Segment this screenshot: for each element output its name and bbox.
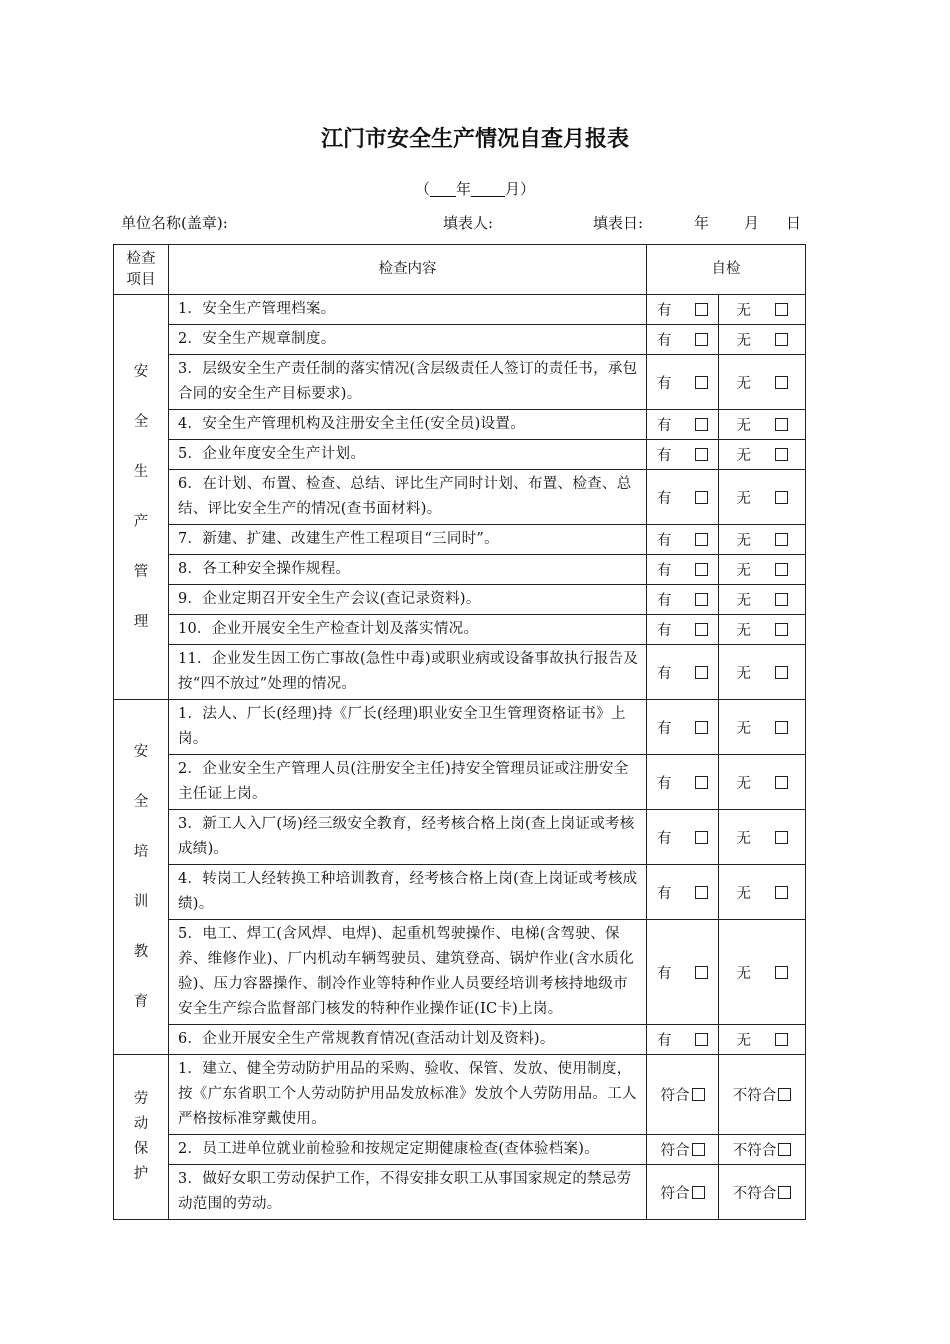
no-option[interactable] <box>719 325 806 355</box>
option-label: 不符合 <box>732 1088 777 1104</box>
check-item: 1．建立、健全劳动防护用品的采购、验收、保管、发放、使用制度，按《广东省职工个人劳动防护用品发放标准》发放个人劳防用品。工人严格按标准穿戴使用。 <box>169 1055 647 1135</box>
category-cell <box>114 295 169 700</box>
not-comply-option[interactable] <box>719 1165 806 1220</box>
check-item: 3．做好女职工劳动保护工作，不得安排女职工从事国家规定的禁忌劳动范围的劳动。 <box>169 1165 647 1220</box>
checkbox-icon[interactable] <box>775 721 788 734</box>
category-char: 劳 <box>133 1091 149 1107</box>
option-label: 有 <box>657 533 672 549</box>
no-option[interactable] <box>719 295 806 325</box>
checkbox-icon[interactable] <box>695 831 708 844</box>
checkbox-icon[interactable] <box>695 666 708 679</box>
yes-option[interactable] <box>647 865 719 920</box>
category-char: 安 <box>133 744 149 760</box>
no-option[interactable] <box>719 470 806 525</box>
table-header-row <box>114 245 806 295</box>
no-option[interactable] <box>719 645 806 700</box>
option-label: 无 <box>736 448 751 464</box>
option-label: 有 <box>657 720 672 737</box>
no-option[interactable] <box>719 585 806 615</box>
option-label: 有 <box>657 885 672 902</box>
no-option[interactable] <box>719 555 806 585</box>
year-blank[interactable] <box>430 182 456 197</box>
checkbox-icon[interactable] <box>778 1186 791 1199</box>
option-label: 有 <box>657 303 672 319</box>
checkbox-icon[interactable] <box>695 1033 708 1046</box>
option-label: 有 <box>657 965 672 982</box>
table-row <box>114 755 806 810</box>
option-label: 符合 <box>660 1143 690 1159</box>
yes-option[interactable] <box>647 585 719 615</box>
option-label: 无 <box>736 720 751 737</box>
option-label: 无 <box>736 830 751 847</box>
category-cell <box>114 700 169 1055</box>
option-label: 无 <box>736 418 751 434</box>
header-category: 检查项目 <box>114 245 169 295</box>
no-option[interactable] <box>719 755 806 810</box>
yes-option[interactable] <box>647 755 719 810</box>
option-label: 有 <box>657 418 672 434</box>
yes-option[interactable] <box>647 525 719 555</box>
category-char: 培 <box>133 844 149 860</box>
no-option[interactable] <box>719 410 806 440</box>
page-title: 江门市安全生产情况自查月报表 <box>320 127 629 152</box>
check-item: 2．企业安全生产管理人员(注册安全主任)持安全管理员证或注册安全主任证上岗。 <box>169 755 647 810</box>
fill-date-label: 填表日: <box>593 214 644 232</box>
check-item: 8．各工种安全操作规程。 <box>169 555 647 585</box>
checkbox-icon[interactable] <box>695 593 708 606</box>
filler-label: 填表人: <box>443 214 494 232</box>
checkbox-icon[interactable] <box>695 418 708 431</box>
yes-option[interactable] <box>647 440 719 470</box>
table-row <box>114 325 806 355</box>
option-label: 无 <box>736 303 751 319</box>
month-blank[interactable] <box>471 182 505 197</box>
checkbox-icon[interactable] <box>695 491 708 504</box>
table-row <box>114 1055 806 1135</box>
category-char: 护 <box>133 1166 149 1182</box>
option-label: 有 <box>657 830 672 847</box>
checkbox-icon[interactable] <box>775 776 788 789</box>
yes-option[interactable] <box>647 615 719 645</box>
option-label: 有 <box>657 775 672 792</box>
checkbox-icon[interactable] <box>692 1186 705 1199</box>
checkbox-icon[interactable] <box>775 831 788 844</box>
option-label: 有 <box>657 375 672 392</box>
table-row <box>114 355 806 410</box>
check-item: 7．新建、扩建、改建生产性工程项目“三同时”。 <box>169 525 647 555</box>
option-label: 有 <box>657 563 672 579</box>
category-char: 生 <box>133 464 149 480</box>
category-char: 理 <box>133 614 149 630</box>
check-item: 5．企业年度安全生产计划。 <box>169 440 647 470</box>
table-row <box>114 810 806 865</box>
fill-date-year: 年 <box>694 214 710 232</box>
unit-name-label: 单位名称(盖章): <box>121 214 228 232</box>
option-label: 无 <box>736 563 751 579</box>
checkbox-icon[interactable] <box>775 886 788 899</box>
table-row <box>114 525 806 555</box>
check-item: 11．企业发生因工伤亡事故(急性中毒)或职业病或设备事故执行报告及按“四不放过”处理的情况。 <box>169 645 647 700</box>
no-option[interactable] <box>719 865 806 920</box>
checkbox-icon[interactable] <box>692 1088 705 1101</box>
checkbox-icon[interactable] <box>692 1143 705 1156</box>
no-option[interactable] <box>719 920 806 1025</box>
checkbox-icon[interactable] <box>775 491 788 504</box>
check-item: 6．企业开展安全生产常规教育情况(查活动计划及资料)。 <box>169 1025 647 1055</box>
period-close: ） <box>520 180 536 198</box>
table-body <box>114 295 806 1220</box>
table-row <box>114 920 806 1025</box>
option-label: 无 <box>736 775 751 792</box>
comply-option[interactable] <box>647 1055 719 1135</box>
checkbox-icon[interactable] <box>695 376 708 389</box>
fill-date-month: 月 <box>744 214 760 232</box>
self-check-table <box>113 244 806 1220</box>
check-item: 1．安全生产管理档案。 <box>169 295 647 325</box>
yes-option[interactable] <box>647 810 719 865</box>
table-row <box>114 295 806 325</box>
checkbox-icon[interactable] <box>695 966 708 979</box>
table-row <box>114 440 806 470</box>
check-item: 10．企业开展安全生产检查计划及落实情况。 <box>169 615 647 645</box>
table-row <box>114 1025 806 1055</box>
checkbox-icon[interactable] <box>775 333 788 346</box>
option-label: 有 <box>657 593 672 609</box>
option-label: 有 <box>657 490 672 507</box>
comply-option[interactable] <box>647 1165 719 1220</box>
option-label: 符合 <box>660 1088 690 1104</box>
table-row <box>114 555 806 585</box>
no-option[interactable] <box>719 810 806 865</box>
category-char: 育 <box>133 994 149 1010</box>
checkbox-icon[interactable] <box>695 623 708 636</box>
table-row <box>114 645 806 700</box>
period-year: 年 <box>455 180 471 198</box>
period-open: （ <box>414 180 430 198</box>
option-label: 有 <box>657 333 672 349</box>
checkbox-icon[interactable] <box>778 1143 791 1156</box>
check-item: 9．企业定期召开安全生产会议(查记录资料)。 <box>169 585 647 615</box>
option-label: 无 <box>736 885 751 902</box>
checkbox-icon[interactable] <box>695 563 708 576</box>
checkbox-icon[interactable] <box>775 1033 788 1046</box>
option-label: 无 <box>736 965 751 982</box>
option-label: 不符合 <box>732 1143 777 1159</box>
yes-option[interactable] <box>647 410 719 440</box>
checkbox-icon[interactable] <box>775 533 788 546</box>
category-char: 管 <box>133 564 149 580</box>
check-item: 3．新工人入厂(场)经三级安全教育，经考核合格上岗(查上岗证或考核成绩)。 <box>169 810 647 865</box>
no-option[interactable] <box>719 525 806 555</box>
no-option[interactable] <box>719 700 806 755</box>
no-option[interactable] <box>719 615 806 645</box>
checkbox-icon[interactable] <box>695 533 708 546</box>
table-row <box>114 700 806 755</box>
table-row <box>114 1165 806 1220</box>
option-label: 无 <box>736 593 751 609</box>
option-label: 有 <box>657 623 672 639</box>
check-item: 2．安全生产规章制度。 <box>169 325 647 355</box>
yes-option[interactable] <box>647 700 719 755</box>
checkbox-icon[interactable] <box>775 376 788 389</box>
checkbox-icon[interactable] <box>778 1088 791 1101</box>
category-char: 产 <box>133 514 149 530</box>
checkbox-icon[interactable] <box>775 563 788 576</box>
checkbox-icon[interactable] <box>695 303 708 316</box>
option-label: 不符合 <box>732 1185 777 1202</box>
fill-date-day: 日 <box>786 214 802 232</box>
yes-option[interactable] <box>647 470 719 525</box>
option-label: 无 <box>736 533 751 549</box>
option-label: 有 <box>657 448 672 464</box>
no-option[interactable] <box>719 440 806 470</box>
yes-option[interactable] <box>647 645 719 700</box>
category-char: 训 <box>133 894 149 910</box>
table-row <box>114 615 806 645</box>
not-comply-option[interactable] <box>719 1135 806 1165</box>
category-char: 安 <box>133 364 149 380</box>
table-row <box>114 1135 806 1165</box>
yes-option[interactable] <box>647 325 719 355</box>
check-item: 1．法人、厂长(经理)持《厂长(经理)职业安全卫生管理资格证书》上岗。 <box>169 700 647 755</box>
table-row <box>114 410 806 440</box>
check-item: 4．安全生产管理机构及注册安全主任(安全员)设置。 <box>169 410 647 440</box>
check-item: 4．转岗工人经转换工种培训教育，经考核合格上岗(查上岗证或考核成绩)。 <box>169 865 647 920</box>
checkbox-icon[interactable] <box>695 333 708 346</box>
checkbox-icon[interactable] <box>775 593 788 606</box>
period-month: 月 <box>505 180 521 198</box>
checkbox-icon[interactable] <box>775 418 788 431</box>
category-cell <box>114 1055 169 1220</box>
yes-option[interactable] <box>647 295 719 325</box>
category-char: 教 <box>133 944 149 960</box>
check-item: 5．电工、焊工(含风焊、电焊)、起重机驾驶操作、电梯(含驾驶、保养、维修作业)、厂内机动车辆驾驶员、建筑登高、锅炉作业(含水质化验)、压力容器操作、制冷作业等特种作业人员要经培训考核持地级市安全生产综合监督部门核发的特种作业操作证(IC卡)上岗。 <box>169 920 647 1025</box>
header-self-check: 自检 <box>647 245 806 295</box>
yes-option[interactable] <box>647 555 719 585</box>
yes-option[interactable] <box>647 1025 719 1055</box>
option-label: 符合 <box>660 1185 690 1202</box>
option-label: 无 <box>736 490 751 507</box>
category-char: 保 <box>133 1141 149 1157</box>
option-label: 无 <box>736 1033 751 1049</box>
checkbox-icon[interactable] <box>775 448 788 461</box>
checkbox-icon[interactable] <box>775 303 788 316</box>
header-content: 检查内容 <box>169 245 647 295</box>
report-period <box>0 178 950 199</box>
option-label: 无 <box>736 623 751 639</box>
check-item: 3．层级安全生产责任制的落实情况(含层级责任人签订的责任书，承包合同的安全生产目标要求)。 <box>169 355 647 410</box>
category-char: 全 <box>133 794 149 810</box>
checkbox-icon[interactable] <box>695 721 708 734</box>
category-char: 动 <box>133 1116 149 1132</box>
checkbox-icon[interactable] <box>695 448 708 461</box>
checkbox-icon[interactable] <box>695 886 708 899</box>
option-label: 无 <box>736 375 751 392</box>
option-label: 无 <box>736 333 751 349</box>
table-row <box>114 585 806 615</box>
no-option[interactable] <box>719 1025 806 1055</box>
yes-option[interactable] <box>647 355 719 410</box>
category-char: 全 <box>133 414 149 430</box>
no-option[interactable] <box>719 355 806 410</box>
option-label: 无 <box>736 665 751 682</box>
option-label: 有 <box>657 1033 672 1049</box>
not-comply-option[interactable] <box>719 1055 806 1135</box>
table-row <box>114 470 806 525</box>
checkbox-icon[interactable] <box>775 623 788 636</box>
checkbox-icon[interactable] <box>775 666 788 679</box>
checkbox-icon[interactable] <box>775 966 788 979</box>
checkbox-icon[interactable] <box>695 776 708 789</box>
option-label: 有 <box>657 665 672 682</box>
yes-option[interactable] <box>647 920 719 1025</box>
table-row <box>114 865 806 920</box>
check-item: 6．在计划、布置、检查、总结、评比生产同时计划、布置、检查、总结、评比安全生产的情况(查书面材料)。 <box>169 470 647 525</box>
comply-option[interactable] <box>647 1135 719 1165</box>
check-item: 2．员工进单位就业前检验和按规定定期健康检查(查体验档案)。 <box>169 1135 647 1165</box>
